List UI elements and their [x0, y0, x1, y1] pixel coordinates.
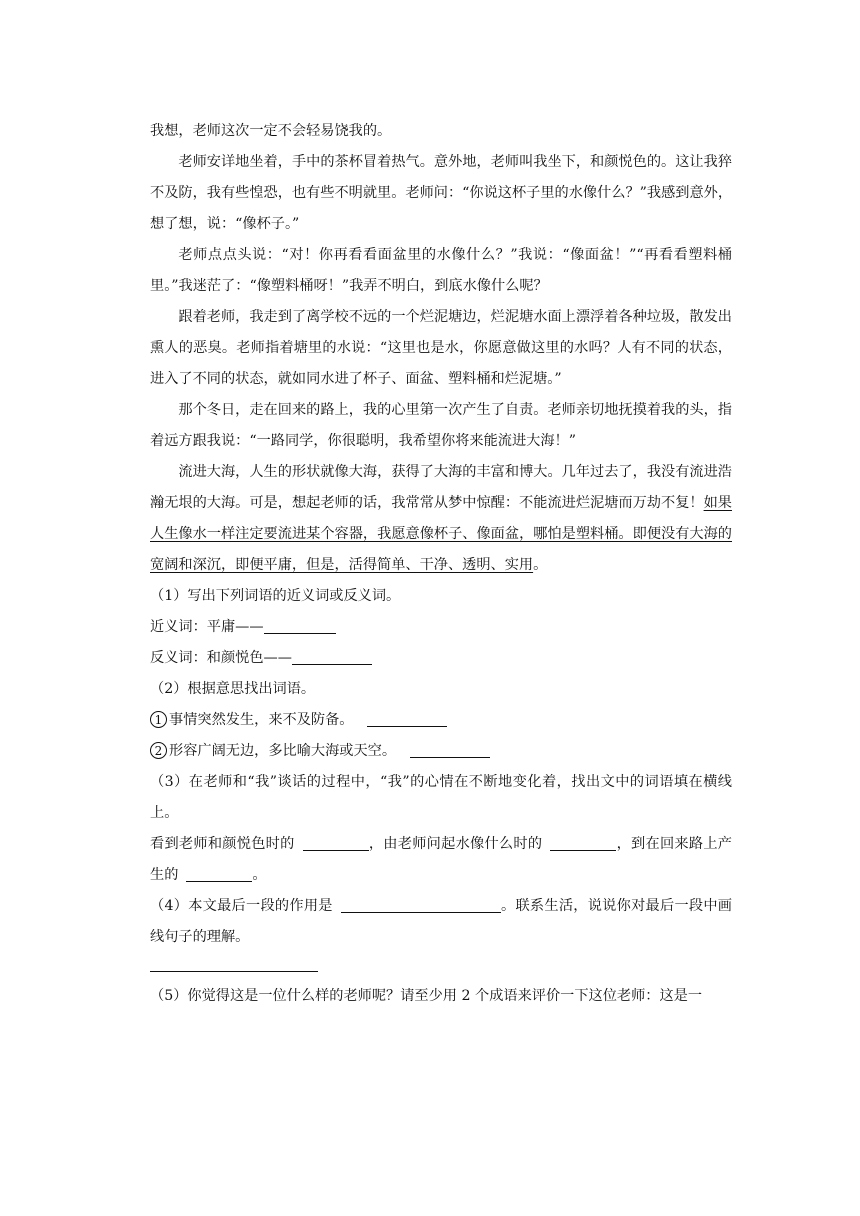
- answer-blank-3a[interactable]: [303, 834, 369, 851]
- paragraph-2: 老师点点头说：“对！你再看看面盆里的水像什么？”我说：“像面盆！”“再看看塑料桶里。”我迷茫了：“像塑料桶呀！”我弄不明白，到底水像什么呢？: [150, 247, 732, 294]
- paragraph-4: 那个冬日，走在回来的路上，我的心里第一次产生了自责。老师亲切地抚摸着我的头，指着远方跟我说：“一路同学，你很聪明，我希望你将来能流进大海！”: [150, 402, 732, 449]
- answer-rule: [150, 959, 318, 972]
- question-3-part-b: ，由老师问起水像什么时的: [368, 836, 543, 852]
- question-3-blanks: [150, 829, 732, 891]
- question-2-item-2: [150, 736, 732, 767]
- answer-blank-4[interactable]: [341, 896, 501, 913]
- question-2-item-1: [150, 705, 732, 736]
- circled-number-2: 2: [150, 742, 167, 759]
- question-3-part-a: 看到老师和颜悦色时的: [150, 836, 295, 852]
- synonym-label: 近义词：平庸——: [150, 619, 264, 635]
- question-3: （3）在老师和“我”谈话的过程中，“我”的心情在不断地变化着，找出文中的词语填在横线上。: [150, 774, 732, 821]
- question-5: （5）你觉得这是一位什么样的老师呢？请至少用 2 个成语来评价一下这位老师：这是一: [150, 988, 703, 1004]
- question-1-synonym: [150, 612, 732, 643]
- answer-blank-2b[interactable]: [410, 741, 490, 758]
- paragraph-5-text: 流进大海，人生的形状就像大海，获得了大海的丰富和博大。几年过去了，我没有流进浩瀚无垠的大海。可是，想起老师的话，我常常从梦中惊醒：不能流进烂泥塘而万劫不复！: [150, 464, 732, 511]
- answer-line-4[interactable]: [150, 959, 732, 981]
- antonym-label: 反义词：和颜悦色——: [150, 650, 292, 666]
- answer-blank-antonym[interactable]: [292, 648, 372, 665]
- paragraph-0: 我想，老师这次一定不会轻易饶我的。: [150, 123, 392, 139]
- question-3-part-c: ，到在回来路上产生的: [150, 836, 732, 883]
- answer-blank-3b[interactable]: [550, 834, 616, 851]
- question-4: [150, 891, 732, 953]
- answer-blank-3c[interactable]: [186, 865, 252, 882]
- answer-blank-synonym[interactable]: [264, 617, 336, 634]
- paragraph-5: [150, 457, 732, 581]
- document-body: [150, 116, 732, 1012]
- question-4-part-b: 。联系生活，说说你对最后一段中画线句子的理解。: [150, 898, 732, 945]
- paragraph-5-end: 。: [533, 557, 548, 573]
- underlined-sentence: 如果人生像水一样注定要流进某个容器，我愿意像杯子、像面盆，哪怕是塑料桶。即便没有大海的宽阔和深沉，即便平庸，但是，活得简单、干净、透明、实用: [150, 495, 732, 573]
- paragraph-3: 跟着老师，我走到了离学校不远的一个烂泥塘边，烂泥塘水面上漂浮着各种垃圾，散发出熏人的恶臭。老师指着塘里的水说：“这里也是水，你愿意做这里的水吗？人有不同的状态，进入了不同的状态，就如同水进了杯子、面盆、塑料桶和烂泥塘。”: [150, 309, 732, 387]
- paragraph-1: 老师安详地坐着，手中的茶杯冒着热气。意外地，老师叫我坐下，和颜悦色的。这让我猝不及防，我有些惶恐，也有些不明就里。老师问：“你说这杯子里的水像什么？”我感到意外，想了想，说：“像杯子。”: [150, 154, 733, 232]
- question-4-part-a: （4）本文最后一段的作用是: [150, 898, 333, 914]
- question-1-antonym: [150, 643, 732, 674]
- question-1: （1）写出下列词语的近义词或反义词。: [150, 588, 401, 604]
- question-2-item-1-text: 事情突然发生，来不及防备。: [169, 712, 354, 728]
- circled-number-1: 1: [150, 711, 167, 728]
- question-2: （2）根据意思找出词语。: [150, 681, 316, 697]
- answer-blank-2a[interactable]: [367, 710, 447, 727]
- question-3-end: 。: [252, 867, 267, 883]
- question-2-item-2-text: 形容广阔无边，多比喻大海或天空。: [169, 743, 397, 759]
